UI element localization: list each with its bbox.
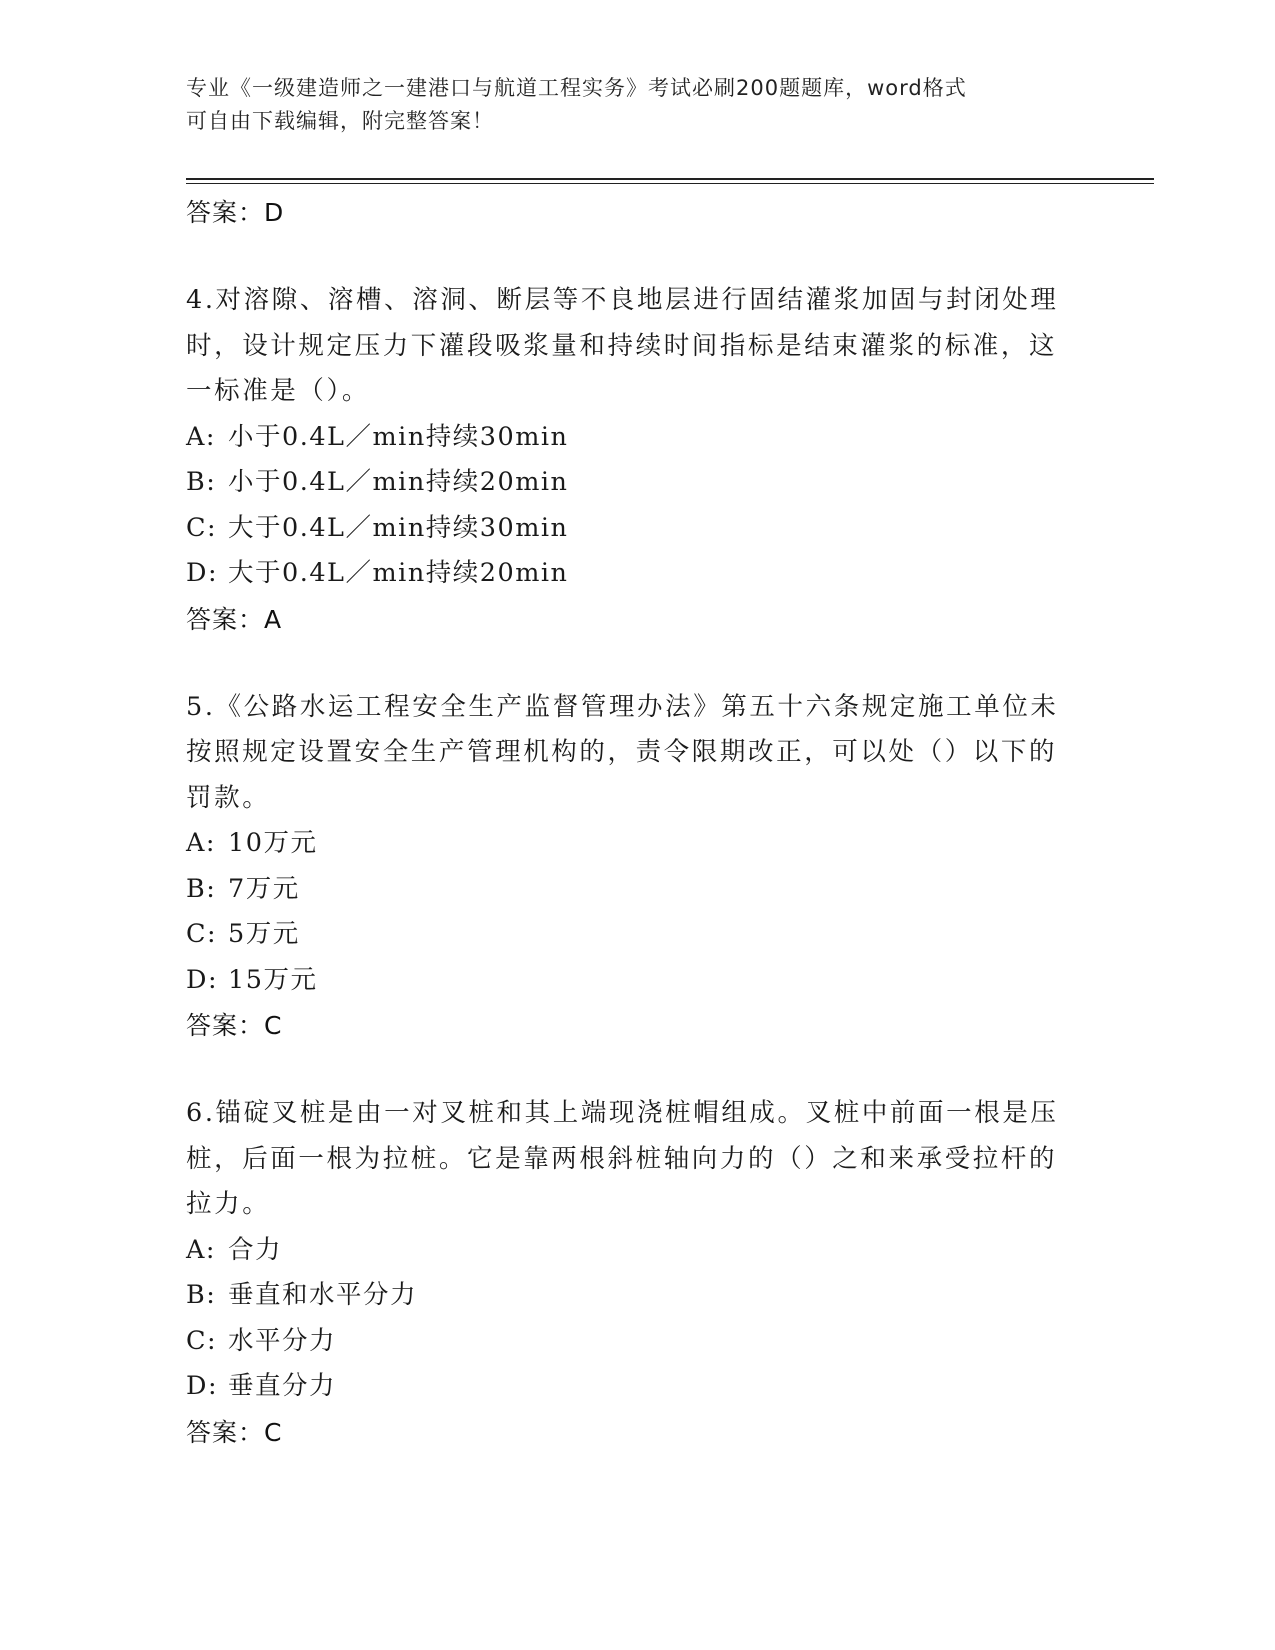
- question-text: 4.对溶隙、溶槽、溶洞、断层等不良地层进行固结灌浆加固与封闭处理时，设计规定压力下灌段吸浆量和持续时间指标是结束灌浆的标准，这一标准是（）。: [186, 285, 1059, 406]
- option-text: 5万元: [228, 919, 300, 949]
- spacer: [186, 236, 1066, 278]
- option-letter: B:: [186, 467, 217, 497]
- option-letter: C:: [186, 512, 218, 543]
- header-title-line-1: 专业《一级建造师之一建港口与航道工程实务》考试必刷200题题库，word格式: [186, 76, 967, 100]
- answer-line: 答案：A: [186, 604, 283, 634]
- question-block: [186, 1091, 1066, 1456]
- answer-line: 答案：C: [186, 1011, 283, 1040]
- option-b: [186, 1273, 1066, 1319]
- option-text: 垂直和水平分力: [228, 1280, 418, 1310]
- option-text: 15万元: [228, 964, 318, 995]
- answer-line: 答案：C: [186, 1417, 283, 1447]
- question-text: 6.锚碇叉桩是由一对叉桩和其上端现浇桩帽组成。叉桩中前面一根是压桩，后面一根为拉桩。它是靠两根斜桩轴向力的（）之和来承受拉杆的拉力。: [186, 1098, 1059, 1219]
- option-text: 小于0.4L／min持续30min: [228, 421, 569, 452]
- question-list: [186, 190, 1066, 1456]
- option-c: [186, 912, 1066, 958]
- option-text: 合力: [228, 1234, 283, 1265]
- option-letter: C:: [186, 1325, 218, 1356]
- question-block: [186, 685, 1066, 1050]
- option-letter: B:: [186, 873, 217, 904]
- header-title-line-2: 可自由下载编辑，附完整答案！: [186, 109, 494, 133]
- option-text: 7万元: [228, 873, 300, 904]
- option-text: 大于0.4L／min持续30min: [228, 512, 569, 543]
- option-text: 10万元: [228, 828, 318, 858]
- option-a: [186, 1228, 1066, 1274]
- answer-line: 答案：D: [186, 198, 285, 227]
- option-letter: C:: [186, 919, 218, 949]
- option-letter: A:: [186, 421, 217, 452]
- option-letter: D:: [186, 558, 219, 588]
- option-b: [186, 460, 1066, 506]
- option-letter: D:: [186, 1371, 219, 1401]
- option-d: [186, 958, 1066, 1004]
- option-text: 小于0.4L／min持续20min: [228, 467, 569, 497]
- option-text: 垂直分力: [228, 1371, 337, 1401]
- page-header: [186, 72, 1086, 138]
- option-letter: D:: [186, 964, 219, 995]
- spacer: [186, 1049, 1066, 1091]
- header-rule-thick: [186, 178, 1154, 180]
- option-letter: A:: [186, 1234, 217, 1265]
- option-b: [186, 867, 1066, 913]
- question-text: 5.《公路水运工程安全生产监督管理办法》第五十六条规定施工单位未按照规定设置安全生产管理机构的，责令限期改正，可以处（）以下的罚款。: [186, 691, 1059, 813]
- option-a: [186, 415, 1066, 461]
- option-c: [186, 506, 1066, 552]
- option-d: [186, 1364, 1066, 1410]
- option-d: [186, 551, 1066, 597]
- option-letter: B:: [186, 1280, 217, 1310]
- option-c: [186, 1319, 1066, 1365]
- option-text: 水平分力: [228, 1325, 337, 1356]
- option-text: 大于0.4L／min持续20min: [228, 558, 569, 588]
- question-block: [186, 278, 1066, 643]
- header-rule-thin: [186, 183, 1154, 184]
- option-a: [186, 821, 1066, 867]
- option-letter: A:: [186, 828, 217, 858]
- spacer: [186, 643, 1066, 685]
